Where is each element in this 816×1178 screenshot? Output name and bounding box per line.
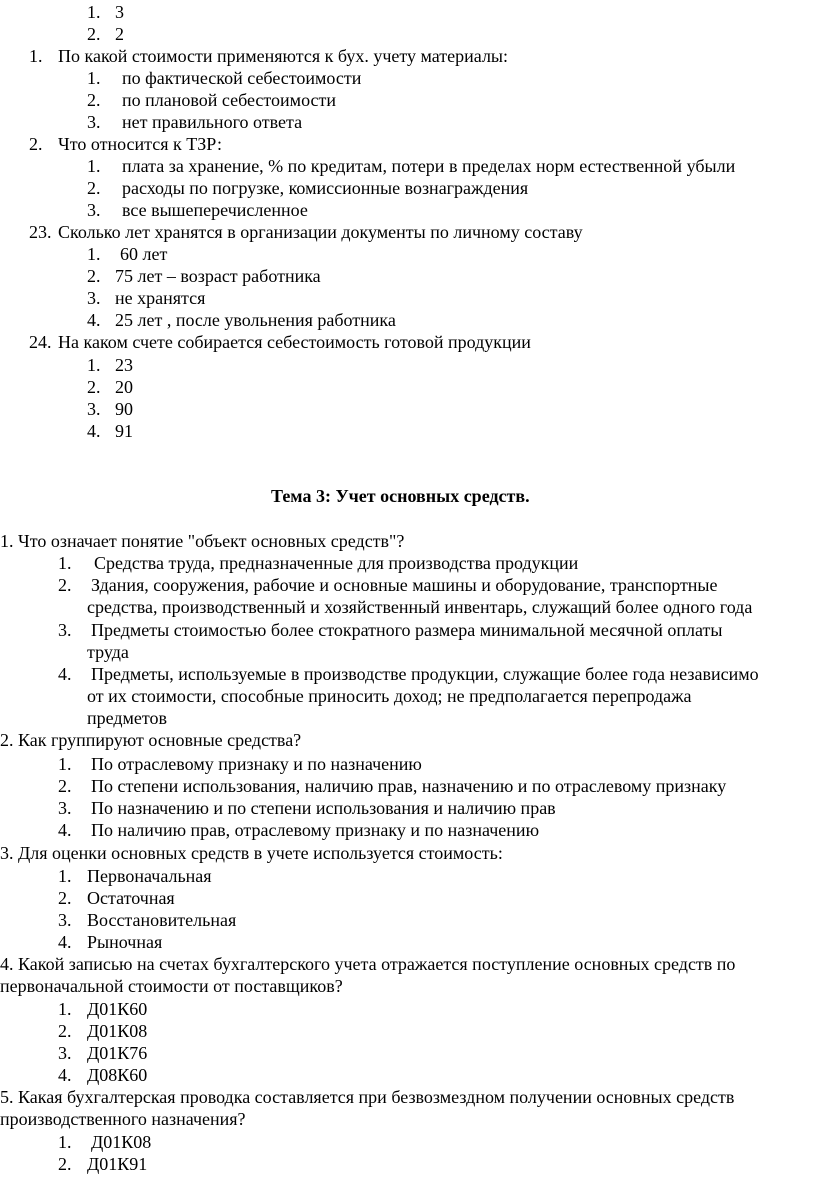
text-line (0, 1153, 816, 1175)
item-number: 2. (58, 1021, 72, 1041)
text-line (0, 865, 816, 887)
section-heading (0, 485, 816, 507)
line-text: все вышеперечисленное (122, 200, 308, 220)
line-text: производственного назначения? (0, 1109, 246, 1129)
line-text: 2. Как группируют основные средства? (0, 730, 302, 750)
line-text: 75 лет – возраст работника (115, 266, 321, 286)
text-line (0, 1108, 816, 1130)
text-line (0, 819, 816, 841)
line-text: Здания, сооружения, рабочие и основные машины и оборудование, транспортные (91, 575, 718, 595)
text-line (0, 221, 816, 243)
line-text: 5. Какая бухгалтерская проводка составляется при безвозмездном получении основных средств (0, 1087, 735, 1107)
item-number: 2. (87, 24, 101, 44)
text-line (0, 797, 816, 819)
item-number: 1. (58, 553, 72, 573)
line-text: 4. Какой записью на счетах бухгалтерского учета отражается поступление основных средств по (0, 954, 736, 974)
line-text: Д01К91 (87, 1154, 148, 1174)
item-number: 2. (58, 575, 72, 595)
item-number: 3. (87, 112, 101, 132)
item-number: 1. (29, 46, 43, 66)
line-text: Восстановительная (87, 910, 237, 930)
line-text: 1. Что означает понятие "объект основных средств"? (0, 531, 405, 551)
text-line (0, 729, 816, 751)
line-text: плата за хранение, % по кредитам, потери в пределах норм естественной убыли (122, 156, 736, 176)
line-text: 3 (115, 2, 124, 22)
text-line (0, 975, 816, 997)
item-number: 1. (58, 999, 72, 1019)
text-line (0, 887, 816, 909)
line-text: труда (87, 642, 129, 662)
item-number: 3. (58, 910, 72, 930)
line-text: На каком счете собирается себестоимость готовой продукции (58, 332, 531, 352)
item-number: 4. (58, 932, 72, 952)
item-number: 2. (87, 178, 101, 198)
text-line (0, 45, 816, 67)
text-line (0, 287, 816, 309)
line-text: 2 (115, 24, 124, 44)
line-text: средства, производственный и хозяйственный инвентарь, служащий более одного года (87, 597, 753, 617)
item-number: 4. (58, 820, 72, 840)
line-text: 91 (115, 421, 133, 441)
line-text: 90 (115, 399, 133, 419)
line-text: Первоначальная (87, 866, 212, 886)
line-text: по фактической себестоимости (122, 68, 362, 88)
line-text: расходы по погрузке, комиссионные вознаграждения (122, 178, 529, 198)
text-line (0, 265, 816, 287)
item-number: 1. (58, 866, 72, 886)
line-text: Остаточная (87, 888, 175, 908)
text-line (0, 243, 816, 265)
line-text: не хранятся (115, 288, 206, 308)
heading-text: Тема 3: Учет основных средств. (271, 486, 530, 506)
text-line (0, 909, 816, 931)
text-line (0, 331, 816, 353)
text-line (0, 596, 816, 618)
text-line (0, 89, 816, 111)
line-text: По какой стоимости применяются к бух. учету материалы: (58, 46, 509, 66)
item-number: 23. (29, 222, 52, 242)
line-text: 20 (115, 377, 133, 397)
text-line (0, 155, 816, 177)
item-number: 1. (87, 244, 101, 264)
text-line (0, 111, 816, 133)
item-number: 3. (58, 620, 72, 640)
line-text: По степени использования, наличию прав, назначению и по отраслевому признаку (91, 776, 727, 796)
text-line (0, 753, 816, 775)
item-number: 3. (87, 200, 101, 220)
line-text: от их стоимости, способные приносить доход; не предполагается перепродажа (87, 686, 692, 706)
item-number: 1. (87, 68, 101, 88)
item-number: 3. (87, 288, 101, 308)
item-number: 3. (58, 798, 72, 818)
text-line (0, 552, 816, 574)
line-text: Д01К60 (87, 999, 148, 1019)
item-number: 2. (87, 377, 101, 397)
text-line (0, 685, 816, 707)
line-text: предметов (87, 708, 168, 728)
text-line (0, 133, 816, 155)
text-line (0, 842, 816, 864)
line-text: первоначальной стоимости от поставщиков? (0, 976, 343, 996)
text-line (0, 398, 816, 420)
line-text: По назначению и по степени использования и наличию прав (91, 798, 556, 818)
line-text: Сколько лет хранятся в организации документы по личному составу (58, 222, 583, 242)
text-line (0, 376, 816, 398)
item-number: 3. (87, 399, 101, 419)
text-line (0, 354, 816, 376)
item-number: 24. (29, 332, 52, 352)
item-number: 1. (87, 156, 101, 176)
line-text: Что относится к ТЗР: (58, 134, 222, 154)
text-line (0, 199, 816, 221)
item-number: 2. (87, 266, 101, 286)
line-text: Средства труда, предназначенные для производства продукции (94, 553, 579, 573)
text-line (0, 1131, 816, 1153)
item-number: 4. (58, 664, 72, 684)
text-line (0, 663, 816, 685)
item-number: 2. (58, 776, 72, 796)
text-line (0, 1042, 816, 1064)
item-number: 2. (58, 888, 72, 908)
item-number: 2. (87, 90, 101, 110)
text-line (0, 931, 816, 953)
text-line (0, 1086, 816, 1108)
text-line (0, 1020, 816, 1042)
text-line (0, 309, 816, 331)
line-text: Д01К76 (87, 1043, 148, 1063)
text-line (0, 23, 816, 45)
line-text: По отраслевому признаку и по назначению (91, 754, 422, 774)
line-text: 3. Для оценки основных средств в учете используется стоимость: (0, 843, 503, 863)
line-text: нет правильного ответа (122, 112, 303, 132)
line-text: По наличию прав, отраслевому признаку и по назначению (91, 820, 540, 840)
item-number: 4. (58, 1065, 72, 1085)
text-line (0, 775, 816, 797)
text-line (0, 707, 816, 729)
text-line (0, 619, 816, 641)
line-text: Предметы, используемые в производстве продукции, служащие более года независимо (91, 664, 759, 684)
line-text: по плановой себестоимости (122, 90, 337, 110)
line-text: Рыночная (87, 932, 163, 952)
text-line (0, 177, 816, 199)
item-number: 1. (58, 754, 72, 774)
item-number: 2. (58, 1154, 72, 1174)
item-number: 2. (29, 134, 43, 154)
item-number: 1. (58, 1132, 72, 1152)
line-text: Д08К60 (87, 1065, 148, 1085)
line-text: 60 лет (120, 244, 168, 264)
line-text: Предметы стоимостью более стократного размера минимальной месячной оплаты (91, 620, 723, 640)
line-text: 23 (115, 355, 133, 375)
text-line (0, 420, 816, 442)
text-line (0, 530, 816, 552)
text-line (0, 574, 816, 596)
line-text: Д01К08 (87, 1021, 148, 1041)
text-line (0, 1064, 816, 1086)
text-line (0, 67, 816, 89)
text-line (0, 641, 816, 663)
item-number: 4. (87, 310, 101, 330)
line-text: 25 лет , после увольнения работника (115, 310, 396, 330)
item-number: 1. (87, 2, 101, 22)
item-number: 4. (87, 421, 101, 441)
item-number: 3. (58, 1043, 72, 1063)
text-line (0, 953, 816, 975)
text-line (0, 998, 816, 1020)
text-line (0, 1, 816, 23)
line-text: Д01К08 (91, 1132, 152, 1152)
item-number: 1. (87, 355, 101, 375)
